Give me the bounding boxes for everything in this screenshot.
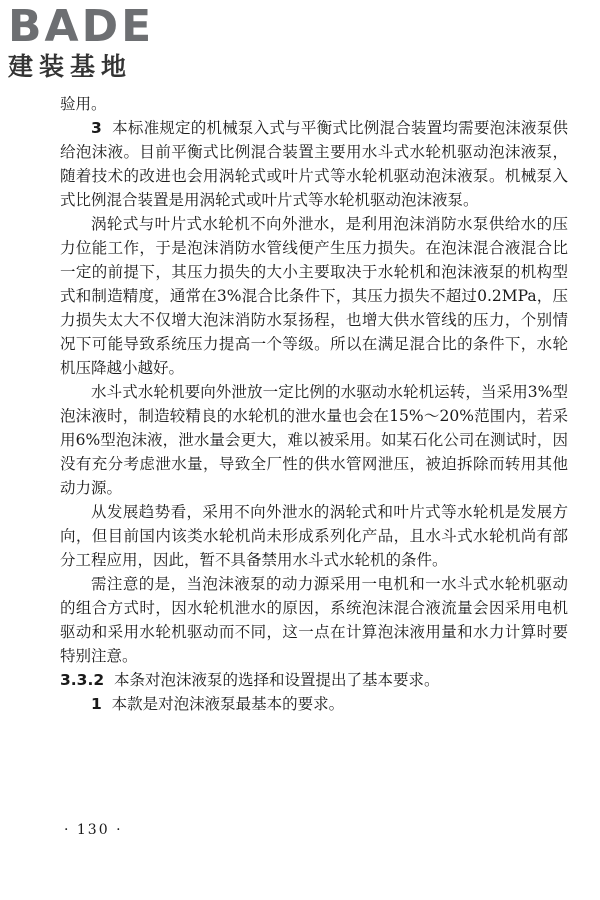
item-number: 3: [91, 119, 102, 137]
paragraph-text: 需注意的是，当泡沫液泵的动力源采用一电机和一水斗式水轮机驱动的组合方式时，因水轮机泄水的原因，系统泡沫混合液流量会因采用电机驱动和采用水轮机驱动而不同，这一点在计算泡沫液用量和水力计算时要特别注意。: [60, 575, 568, 665]
paragraph-text: 本款是对泡沫液泵最基本的要求。: [111, 695, 345, 713]
paragraph-text: 从发展趋势看，采用不向外泄水的涡轮式和叶片式等水轮机是发展方向，但目前国内该类水轮机尚未形成系列化产品，且水斗式水轮机尚有部分工程应用，因此，暂不具备禁用水斗式水轮机的条件。: [60, 503, 568, 569]
paragraph: [60, 380, 568, 500]
paragraph: [60, 92, 568, 116]
page-body: [60, 92, 568, 716]
bade-logo: [8, 1, 178, 82]
paragraph: [60, 572, 568, 668]
logo-brand: BADE: [8, 1, 155, 52]
paragraph: [60, 212, 568, 380]
paragraph-text: 验用。: [60, 95, 107, 113]
paragraph-text: 水斗式水轮机要向外泄放一定比例的水驱动水轮机运转，当采用3%型泡沫液时，制造较精良的水轮机的泄水量也会在15%～20%范围内，若采用6%型泡沫液，泄水量会更大，难以被采用。如某石化公司在测试时，因没有充分考虑泄水量，导致全厂性的供水管网泄压，被迫拆除而转用其他动力源。: [60, 383, 568, 497]
paragraph-text: 涡轮式与叶片式水轮机不向外泄水，是利用泡沫消防水泵供给水的压力位能工作，于是泡沫消防水管线便产生压力损失。在泡沫混合液混合比一定的前提下，其压力损失的大小主要取决于水轮机和泡沫液泵的机构型式和制造精度，通常在3%混合比条件下，其压力损失不超过0.2MPa，压力损失太大不仅增大泡沫消防水泵扬程，也增大供水管线的压力，个别情况下可能导致系统压力提高一个等级。所以在满足混合比的条件下，水轮机压降越小越好。: [60, 215, 568, 377]
paragraph: [60, 692, 568, 716]
logo-subtitle: 建装基地: [8, 52, 133, 81]
item-number: 1: [91, 695, 102, 713]
paragraph: [60, 116, 568, 212]
section-heading: [60, 668, 568, 692]
page-number: · 130 ·: [64, 822, 123, 838]
section-text: 本条对泡沫液泵的选择和设置提出了基本要求。: [114, 671, 440, 689]
paragraph-text: 本标准规定的机械泵入式与平衡式比例混合装置均需要泡沫液泵供给泡沫液。目前平衡式比例混合装置主要用水斗式水轮机驱动泡沫液泵，随着技术的改进也会用涡轮式或叶片式等水轮机驱动泡沫液泵。机械泵入式比例混合装置是用涡轮式或叶片式等水轮机驱动泡沫液泵。: [60, 119, 568, 209]
section-number: 3.3.2: [60, 671, 105, 689]
paragraph: [60, 500, 568, 572]
